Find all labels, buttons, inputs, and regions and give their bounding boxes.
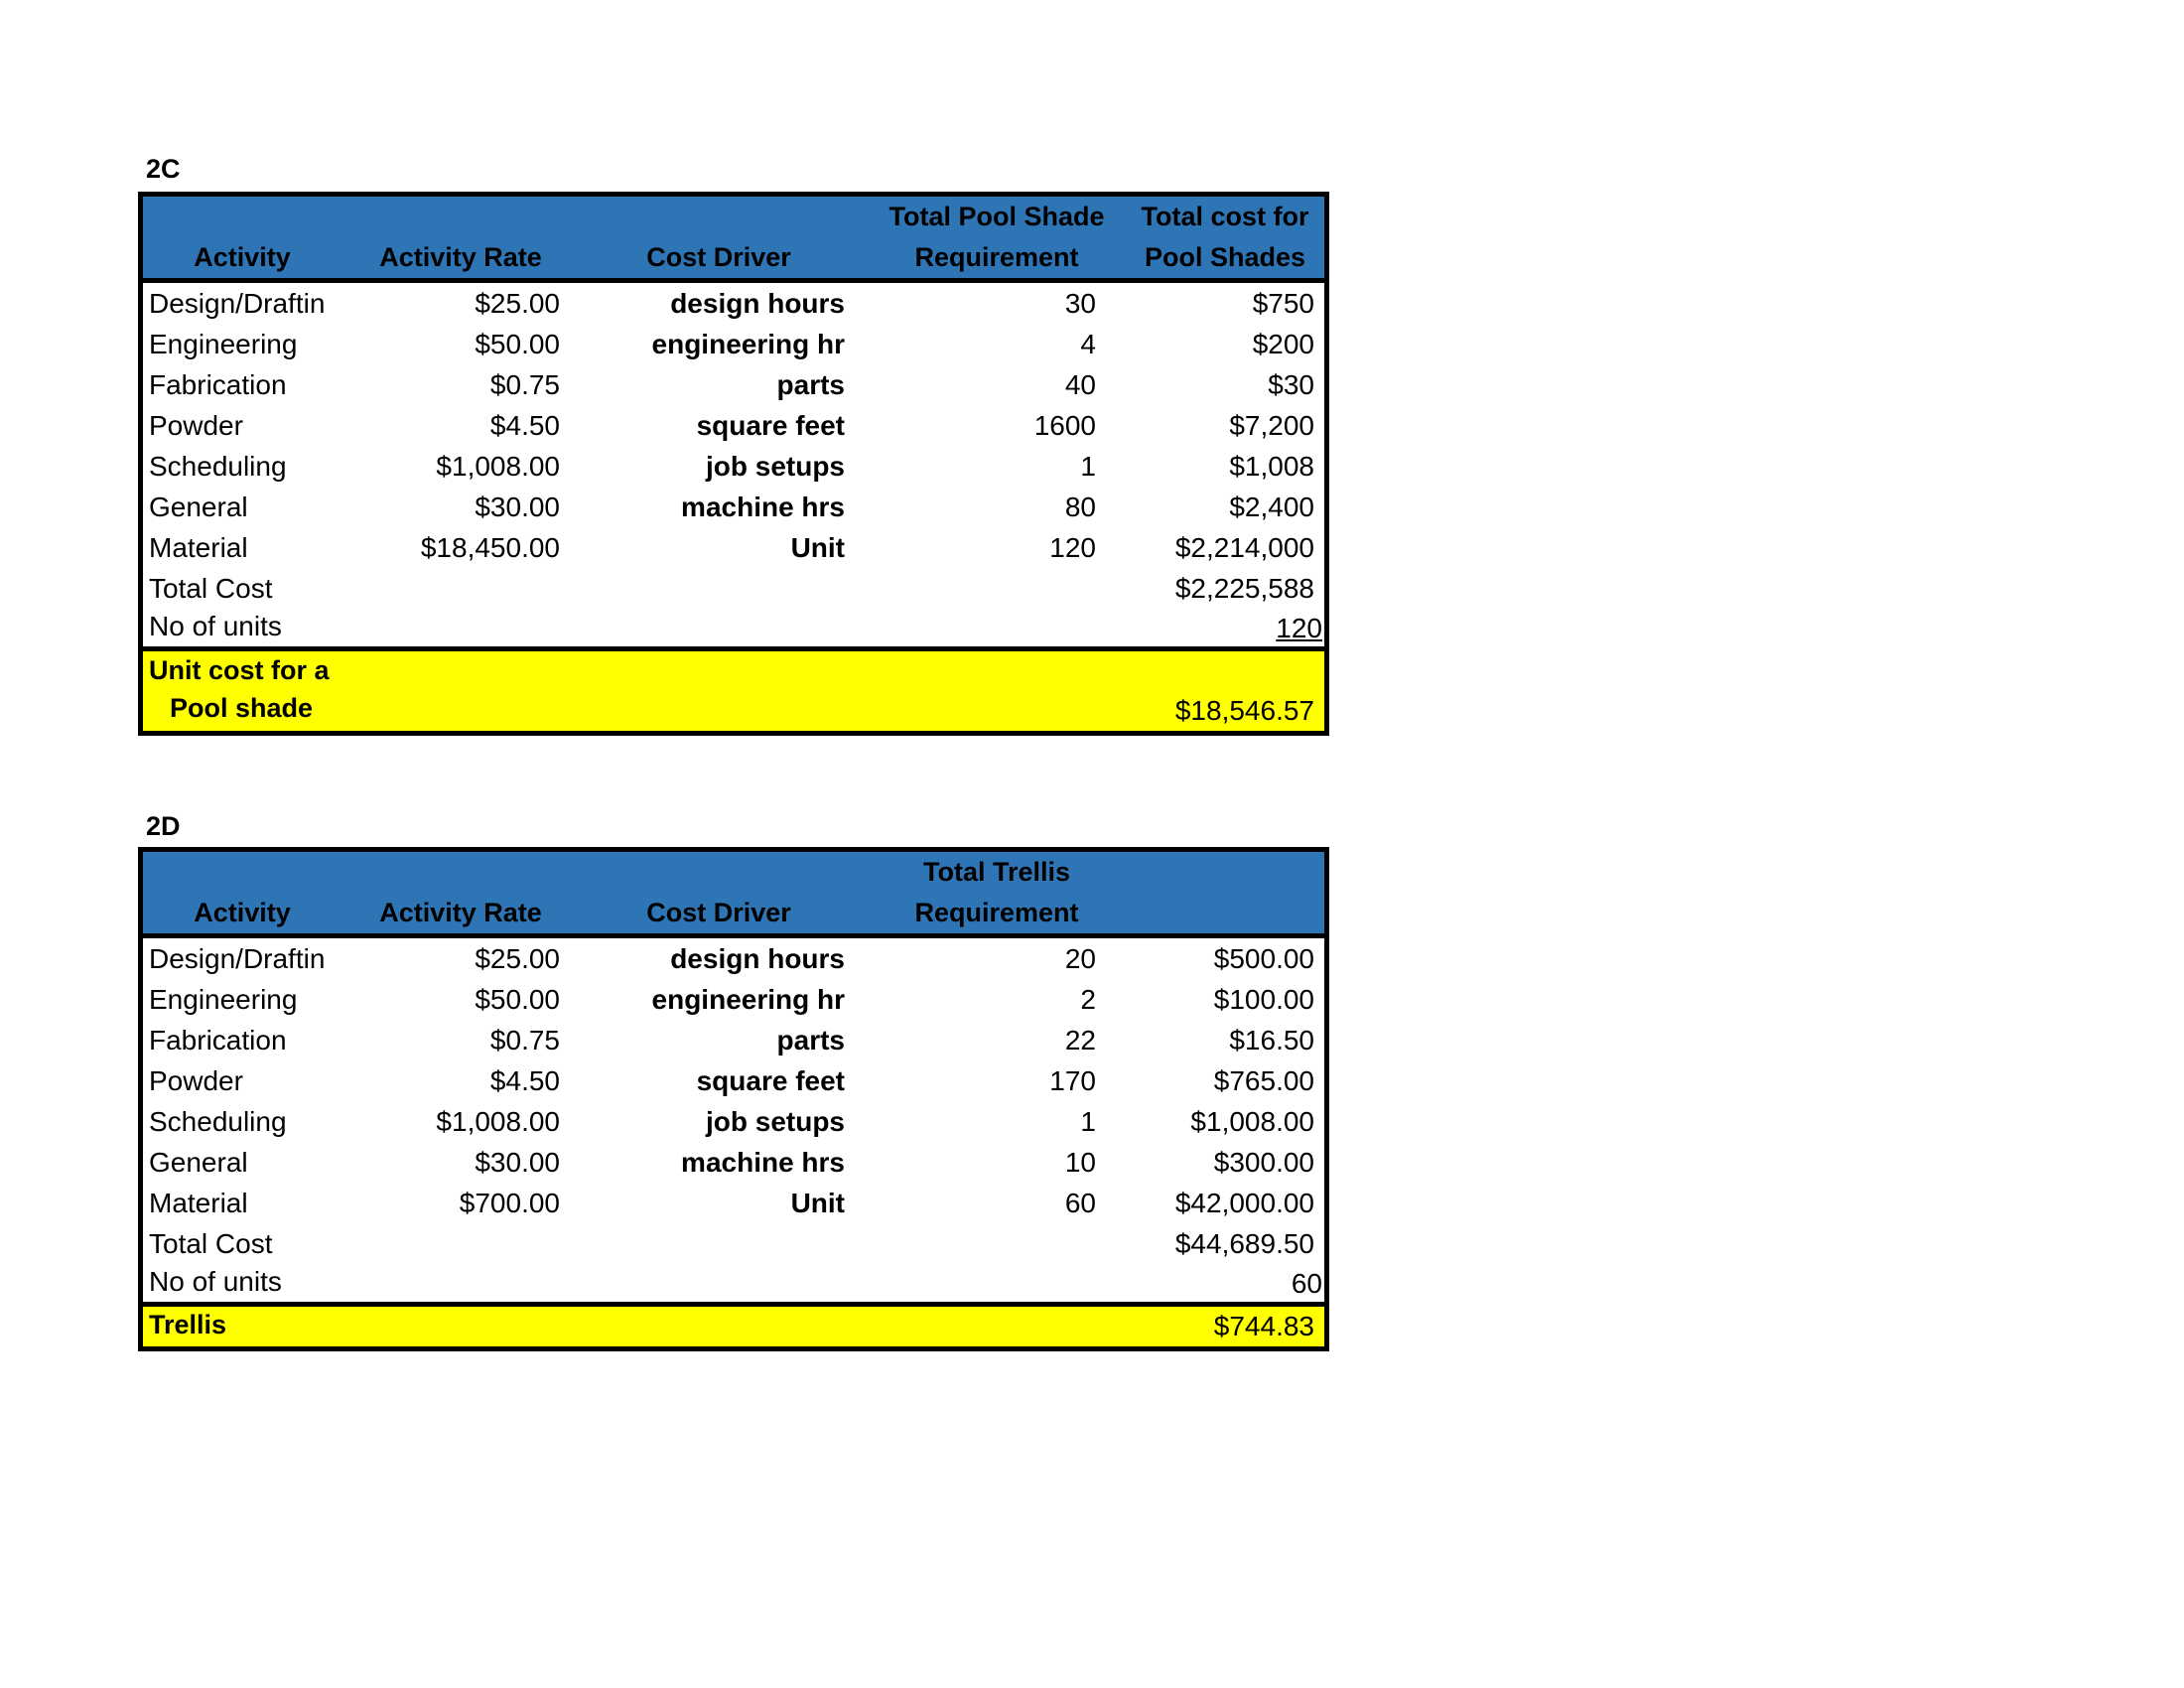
- activity-cell: Scheduling: [149, 451, 287, 482]
- total-cell: $7,200: [1229, 410, 1314, 441]
- requirement-cell: 20: [1064, 943, 1096, 974]
- section-2c-label: 2C: [146, 154, 181, 184]
- table-row: [143, 1101, 1324, 1142]
- rate-cell: $1,008.00: [436, 451, 560, 482]
- driver-cell: parts: [776, 1025, 845, 1055]
- footer-label-line2: Pool shade: [170, 693, 314, 723]
- header-requirement-line2: Requirement: [914, 898, 1079, 927]
- footer-label: Trellis: [149, 1310, 227, 1339]
- header-requirement-line1: Total Pool Shade: [888, 202, 1105, 231]
- rate-cell: $4.50: [489, 1065, 560, 1096]
- table-row: [143, 1183, 1324, 1223]
- units-label: No of units: [149, 1266, 282, 1297]
- rate-cell: $4.50: [489, 410, 560, 441]
- total-cell: $30: [1268, 369, 1314, 400]
- driver-cell: design hours: [670, 288, 845, 319]
- total-cell: $1,008: [1229, 451, 1314, 482]
- table-row: [143, 364, 1324, 405]
- table-row: [143, 405, 1324, 446]
- header-total-line1: Total cost for: [1141, 202, 1309, 231]
- header-cost-driver: Cost Driver: [646, 898, 791, 927]
- requirement-cell: 170: [1049, 1065, 1096, 1096]
- table-row: [143, 938, 1324, 979]
- unit-cost-footer: [143, 646, 1324, 731]
- driver-cell: square feet: [696, 410, 845, 441]
- total-cell: $2,400: [1229, 492, 1314, 522]
- requirement-cell: 40: [1064, 369, 1096, 400]
- activity-cell: Fabrication: [149, 369, 287, 400]
- trellis-cost-table: [138, 847, 1329, 1351]
- header-cost-driver: Cost Driver: [646, 242, 791, 272]
- table-row: [143, 1020, 1324, 1060]
- activity-cell: Engineering: [149, 984, 298, 1015]
- total-cost-value: $44,689.50: [1174, 1228, 1314, 1259]
- driver-cell: Unit: [790, 532, 845, 563]
- units-value: 60: [1291, 1268, 1322, 1299]
- requirement-cell: 30: [1064, 288, 1096, 319]
- total-cost-value: $2,225,588: [1174, 573, 1314, 604]
- activity-cell: Scheduling: [149, 1106, 287, 1137]
- table-row: [143, 283, 1324, 324]
- rate-cell: $30.00: [475, 492, 560, 522]
- driver-cell: job setups: [705, 1106, 845, 1137]
- driver-cell: machine hrs: [681, 492, 845, 522]
- activity-cell: General: [149, 492, 248, 522]
- footer-unit-cost-value: $744.83: [1213, 1311, 1314, 1341]
- requirement-cell: 4: [1080, 329, 1096, 359]
- units-row: [143, 609, 1324, 646]
- table-row: [143, 1060, 1324, 1101]
- activity-cell: Powder: [149, 410, 243, 441]
- activity-cell: General: [149, 1147, 248, 1178]
- total-cell: $16.50: [1229, 1025, 1314, 1055]
- rate-cell: $1,008.00: [436, 1106, 560, 1137]
- table-row: [143, 487, 1324, 527]
- header-activity: Activity: [194, 898, 291, 927]
- rate-cell: $25.00: [475, 943, 560, 974]
- requirement-cell: 1: [1080, 451, 1096, 482]
- rate-cell: $50.00: [475, 329, 560, 359]
- rate-cell: $25.00: [475, 288, 560, 319]
- activity-cell: Design/Draftin: [149, 288, 326, 319]
- rate-cell: $50.00: [475, 984, 560, 1015]
- total-cell: $500.00: [1213, 943, 1314, 974]
- total-cell: $750: [1252, 288, 1314, 319]
- rate-cell: $0.75: [489, 369, 560, 400]
- header-activity: Activity: [194, 242, 291, 272]
- requirement-cell: 80: [1064, 492, 1096, 522]
- driver-cell: Unit: [790, 1188, 845, 1218]
- activity-cell: Fabrication: [149, 1025, 287, 1055]
- header-requirement-line1: Total Trellis: [922, 857, 1071, 887]
- driver-cell: machine hrs: [681, 1147, 845, 1178]
- table-row: [143, 527, 1324, 568]
- units-value: 120: [1276, 613, 1322, 643]
- header-activity-rate: Activity Rate: [379, 242, 542, 272]
- total-cell: $300.00: [1213, 1147, 1314, 1178]
- table-header: [143, 197, 1324, 283]
- total-cost-label: Total Cost: [149, 573, 273, 604]
- total-cost-row: [143, 1223, 1324, 1264]
- activity-cell: Material: [149, 1188, 248, 1218]
- table-row: [143, 446, 1324, 487]
- total-cell: $765.00: [1213, 1065, 1314, 1096]
- driver-cell: engineering hr: [651, 329, 845, 359]
- total-cost-label: Total Cost: [149, 1228, 273, 1259]
- section-2d-label: 2D: [146, 811, 181, 841]
- requirement-cell: 120: [1049, 532, 1096, 563]
- driver-cell: design hours: [670, 943, 845, 974]
- trellis-footer: [143, 1302, 1324, 1346]
- total-cell: $1,008.00: [1190, 1106, 1314, 1137]
- units-label: No of units: [149, 611, 282, 641]
- rate-cell: $0.75: [489, 1025, 560, 1055]
- driver-cell: parts: [776, 369, 845, 400]
- units-row: [143, 1264, 1324, 1302]
- activity-cell: Powder: [149, 1065, 243, 1096]
- rate-cell: $700.00: [459, 1188, 560, 1218]
- footer-unit-cost-value: $18,546.57: [1174, 695, 1314, 726]
- table-row: [143, 1142, 1324, 1183]
- table-row: [143, 979, 1324, 1020]
- rate-cell: $30.00: [475, 1147, 560, 1178]
- activity-cell: Material: [149, 532, 248, 563]
- requirement-cell: 60: [1064, 1188, 1096, 1218]
- total-cell: $2,214,000: [1174, 532, 1314, 563]
- total-cost-row: [143, 568, 1324, 609]
- requirement-cell: 10: [1064, 1147, 1096, 1178]
- table-row: [143, 324, 1324, 364]
- total-cell: $42,000.00: [1174, 1188, 1314, 1218]
- header-activity-rate: Activity Rate: [379, 898, 542, 927]
- total-cell: $200: [1252, 329, 1314, 359]
- requirement-cell: 22: [1064, 1025, 1096, 1055]
- driver-cell: job setups: [705, 451, 845, 482]
- rate-cell: $18,450.00: [420, 532, 560, 563]
- requirement-cell: 1600: [1033, 410, 1096, 441]
- driver-cell: engineering hr: [651, 984, 845, 1015]
- header-total-line2: Pool Shades: [1144, 242, 1306, 272]
- header-requirement-line2: Requirement: [914, 242, 1079, 272]
- activity-cell: Design/Draftin: [149, 943, 326, 974]
- table-header: [143, 852, 1324, 938]
- activity-cell: Engineering: [149, 329, 298, 359]
- requirement-cell: 2: [1080, 984, 1096, 1015]
- requirement-cell: 1: [1080, 1106, 1096, 1137]
- total-cell: $100.00: [1213, 984, 1314, 1015]
- footer-label-line1: Unit cost for a: [149, 655, 330, 685]
- pool-shade-cost-table: [138, 192, 1329, 736]
- driver-cell: square feet: [696, 1065, 845, 1096]
